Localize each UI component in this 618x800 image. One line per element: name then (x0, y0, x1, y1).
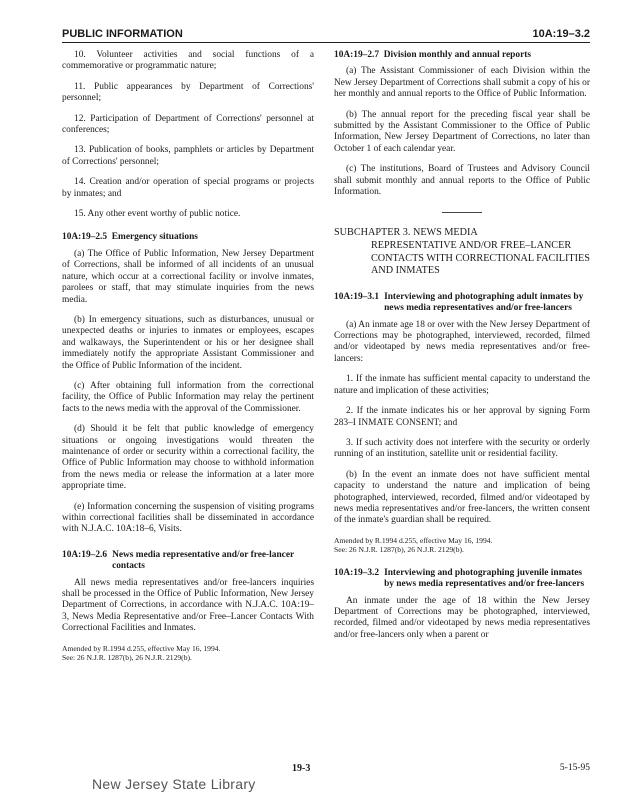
section-title: Emergency situations (111, 232, 198, 243)
paragraph: (a) The Assistant Commissioner of each Division within the New Jersey Department of Corrections shall submit a copy of his or her monthly and annual reports to the Office of Public Information. (334, 66, 590, 100)
section-number: 10A:19–2.6 (62, 549, 108, 560)
paragraph: All news media representatives and/or free-lancers inquiries shall be processed in the Office of Public Information, New Jersey Department of Corrections, in accordance with N.J.A.C. 10A:19–3, News Media Representative and/or Free–Lancer Contacts With Correctional Facilities and Inmates. (62, 577, 314, 634)
paragraph: (b) In the event an inmate does not have sufficient mental capacity to understand the nature and implication of being photographed, interviewed, recorded, filmed and/or videotaped by news media representatives and/or free-lancers, the written consent of the inmate's guardian shall be required. (334, 469, 590, 526)
section-number: 10A:19–2.7 (334, 50, 380, 60)
section-title: News media representative and/or free-lancer contacts (112, 549, 294, 572)
section-title: Interviewing and photographing juvenile inmates by news media representatives and/or free-lancers (384, 567, 585, 590)
list-item: 3. If such activity does not interfere with the security or orderly running of an institution, satellite unit or residential facility. (334, 437, 590, 460)
section-heading-2-7 (334, 50, 590, 61)
subchapter-title: REPRESENTATIVE AND/OR FREE–LANCER CONTACTS WITH CORRECTIONAL FACILITIES AND INMATES (371, 240, 590, 277)
amendment-note: Amended by R.1994 d.255, effective May 16, 1994. (334, 535, 493, 545)
section-title: Interviewing and photographing adult inmates by news media representatives and/or free-lancers (384, 291, 584, 314)
source-note: See: 26 N.J.R. 1287(b), 26 N.J.R. 2129(b). (334, 544, 464, 554)
page-number: 19-3 (292, 763, 311, 774)
section-heading-3-2 (334, 568, 590, 591)
header-title: PUBLIC INFORMATION (62, 28, 183, 40)
section-heading-2-5 (62, 232, 314, 243)
header-section-number: 10A:19–3.2 (532, 28, 590, 40)
list-item: 10. Volunteer activities and social functions of a commemorative or programmatic nature; (62, 50, 314, 72)
right-column (334, 50, 590, 650)
paragraph: An inmate under the age of 18 within the New Jersey Department of Corrections may be photographed, interviewed, recorded, filmed and/or videotaped by news media representatives and/or free-lancers only when a parent or (334, 595, 590, 640)
list-item: 1. If the inmate has sufficient mental capacity to understand the nature and implication of these activities; (334, 374, 590, 396)
list-item: 11. Public appearances by Department of Corrections' personnel; (62, 81, 314, 104)
section-number: 10A:19–3.1 (334, 291, 380, 302)
paragraph: (e) Information concerning the suspension of visiting programs within correctional facilities shall be disseminated in accordance with N.J.A.C. 10A:18–6, Visits. (62, 501, 314, 535)
paragraph: (a) An inmate age 18 or over with the New Jersey Department of Corrections may be photographed, interviewed, recorded, filmed and/or videotaped by news media representatives and/or free-lancers: (334, 319, 590, 364)
section-heading-3-1 (334, 292, 590, 315)
list-item: 15. Any other event worthy of public notice. (74, 209, 241, 220)
paragraph: (b) In emergency situations, such as disturbances, unusual or unexpected deaths or injuries to inmates or employees, escapes and walkaways, the Superintendent or his or her designee shall immediately notify the appropriate Assistant Commissioner and the Office of Public Information of the incident. (62, 314, 314, 371)
left-column (62, 50, 314, 662)
list-item: 13. Publication of books, pamphlets or articles by Department of Corrections' personnel; (62, 145, 314, 167)
running-header (62, 26, 590, 43)
section-divider (442, 212, 482, 213)
paragraph: (c) The institutions, Board of Trustees and Advisory Council shall submit monthly and annual reports to the Office of Public Information. (334, 164, 590, 198)
paragraph: (d) Should it be felt that public knowledge of emergency situations or ongoing investigations would threaten the maintenance of order or security within a correctional facility, the Office of Public Information may choose to withhold information from the news media or release the information at a later more appropriate time. (62, 424, 314, 492)
subchapter-heading (334, 227, 590, 277)
section-heading-2-6 (62, 550, 314, 573)
section-number: 10A:19–3.2 (334, 567, 380, 578)
paragraph: (c) After obtaining full information from the correctional facility, the Office of Public Information may relay the pertinent facts to the news media with the approval of the Commissioner. (62, 380, 314, 414)
section-title: Division monthly and annual reports (383, 50, 532, 60)
amendment-note: Amended by R.1994 d.255, effective May 16, 1994. (62, 643, 221, 653)
paragraph: (b) The annual report for the preceding fiscal year shall be submitted by the Assistant Commissioner to the Office of Public Information, New Jersey Department of Corrections, no later than October 1 of each calendar year. (334, 109, 590, 154)
list-item: 14. Creation and/or operation of special programs or projects by inmates; and (62, 177, 314, 199)
library-stamp: New Jersey State Library (92, 776, 256, 792)
section-number: 10A:19–2.5 (62, 232, 108, 243)
paragraph: (a) The Office of Public Information, New Jersey Department of Corrections, shall be informed of all incidents of an unusual nature, which occur at a correctional facility or involve inmates, parolees or staff, that may stimulate inquiries from the news media. (62, 248, 314, 305)
list-item: 2. If the inmate indicates his or her approval by signing Form 283–I INMATE CONSENT; and (334, 406, 590, 428)
source-note: See: 26 N.J.R. 1287(b), 26 N.J.R. 2129(b). (62, 652, 192, 662)
page-date: 5-15-95 (559, 763, 590, 773)
list-item: 12. Participation of Department of Corrections' personnel at conferences; (62, 113, 314, 136)
subchapter-label: SUBCHAPTER 3. NEWS MEDIA (334, 227, 478, 239)
